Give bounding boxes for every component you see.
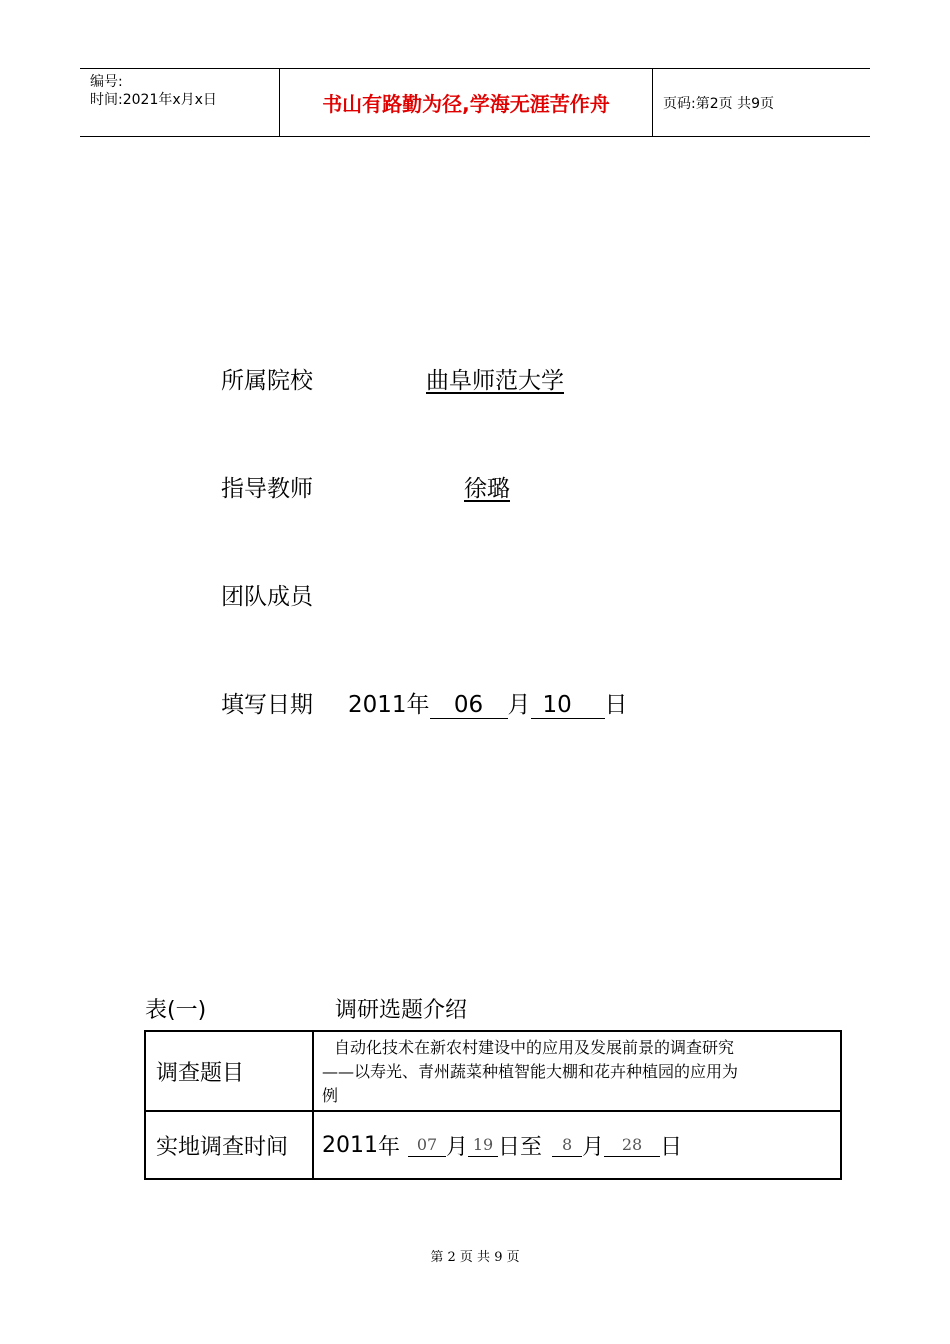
start-month: 07 [408, 1134, 446, 1157]
header-meta [80, 69, 280, 136]
table-row-time [146, 1112, 840, 1178]
school-field [221, 362, 564, 395]
date-field [221, 686, 628, 719]
start-month-char: 月 [446, 1134, 469, 1160]
school-value-line [348, 362, 564, 395]
topic-line-1: 自动化技术在新农村建设中的应用及发展前景的调查研究 [334, 1038, 735, 1057]
time-label: 时间:2021年x月x日 [90, 92, 217, 108]
date-label: 填写日期 [221, 692, 313, 718]
team-label: 团队成员 [221, 584, 313, 610]
school-label: 所属院校 [221, 368, 313, 394]
table-title [145, 993, 468, 1024]
time-label: 实地调查时间 [146, 1112, 314, 1178]
school-value: 曲阜师范大学 [426, 368, 564, 394]
page-header [80, 68, 870, 137]
time-year: 2011 [322, 1132, 378, 1158]
advisor-value: 徐璐 [464, 476, 510, 502]
date-year: 2011 [348, 692, 407, 718]
advisor-label: 指导教师 [221, 476, 313, 502]
topic-value [314, 1032, 840, 1110]
date-year-char: 年 [406, 692, 430, 718]
header-motto: 书山有路勤为径,学海无涯苦作舟 [280, 69, 653, 136]
end-day-char: 日 [660, 1134, 683, 1160]
advisor-value-line [348, 470, 510, 503]
table-title-right: 调研选题介绍 [335, 998, 468, 1023]
date-month: 06 [430, 692, 508, 719]
team-field [221, 578, 348, 611]
advisor-field [221, 470, 510, 503]
topic-label: 调查题目 [146, 1032, 314, 1110]
topic-line-2: ——以寿光、青州蔬菜种植智能大棚和花卉种植园的应用为 [322, 1062, 739, 1081]
end-day: 28 [604, 1134, 660, 1157]
survey-info-table [144, 1030, 842, 1180]
start-day: 19 [468, 1134, 498, 1157]
page-footer: 第 2 页 共 9 页 [430, 1250, 520, 1265]
time-year-char: 年 [378, 1134, 401, 1160]
number-label: 编号: [90, 74, 123, 90]
day-to: 日至 [498, 1134, 543, 1160]
date-month-char: 月 [507, 692, 531, 718]
date-day: 10 [531, 692, 605, 719]
header-page-info: 页码:第2页 共9页 [663, 95, 774, 112]
end-month-char: 月 [582, 1134, 605, 1160]
date-day-char: 日 [604, 692, 628, 718]
table-title-left: 表(一) [145, 998, 207, 1023]
time-value [314, 1112, 840, 1178]
end-month: 8 [552, 1134, 582, 1157]
topic-line-3: 例 [322, 1086, 339, 1105]
table-row-topic [146, 1032, 840, 1112]
